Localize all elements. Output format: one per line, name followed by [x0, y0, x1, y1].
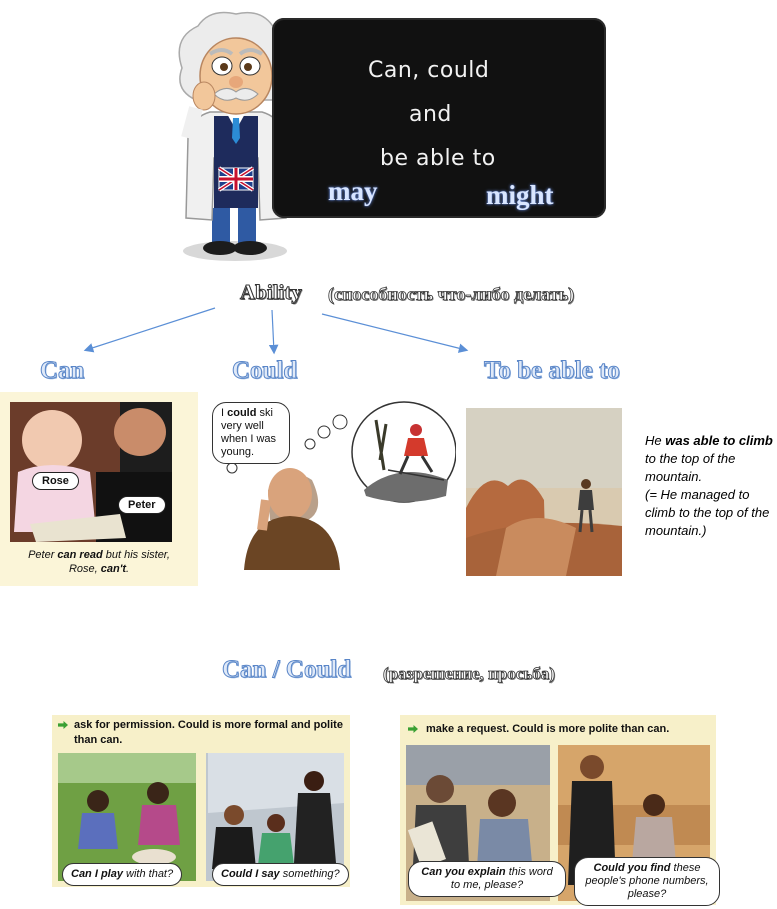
- heading-can: Can: [40, 357, 85, 384]
- could-illustration: [208, 400, 456, 570]
- branch-arrows: [0, 300, 777, 360]
- label-rose: Rose: [32, 472, 79, 490]
- board-line-and: and: [409, 102, 452, 127]
- heading-to-be-able-to: To be able to: [484, 357, 620, 384]
- ability-translation: (способность что-либо делать): [328, 284, 575, 304]
- arrow-to-be-able: [322, 314, 466, 350]
- mountain-climber-photo: [466, 408, 622, 576]
- permission-translation: (разрешение, просьба): [383, 664, 555, 683]
- heading-could: Could: [232, 357, 298, 384]
- blackboard: [272, 18, 606, 218]
- board-line-be-able-to: be able to: [380, 146, 496, 171]
- green-arrow-icon: [58, 721, 68, 729]
- permission-bubble-can: Can I play with that?: [62, 863, 182, 886]
- board-word-may: may: [328, 176, 378, 206]
- label-peter: Peter: [118, 496, 166, 514]
- can-illustration: [0, 392, 198, 586]
- request-bubble-could: Could you find these people's phone numbers, please?: [574, 857, 720, 906]
- board-line-can-could: Can, could: [368, 58, 490, 83]
- green-arrow-icon: [408, 725, 418, 733]
- ability-heading: Ability: [240, 280, 302, 304]
- permission-panel-heading: ask for permission. Could is more formal and polite than can.: [74, 719, 343, 746]
- can-caption: Peter can read but his sister, Rose, can't.: [28, 549, 170, 575]
- baby-reading-photo: [0, 392, 198, 542]
- arrow-to-could: [272, 310, 274, 352]
- permission-panel: [52, 715, 350, 887]
- could-thought-bubble: I could ski very well when I was young.: [212, 402, 290, 464]
- request-bubble-can: Can you explain this word to me, please?: [408, 861, 566, 897]
- request-panel-heading: make a request. Could is more polite than can.: [426, 723, 670, 735]
- board-word-might: might: [486, 180, 554, 210]
- request-panel: [400, 715, 716, 905]
- permission-bubble-could: Could I say something?: [212, 863, 349, 886]
- arrow-to-can: [86, 308, 215, 350]
- be-able-to-explanation: He was able to climb to the top of the mountain. (= He managed to climb to the top of the mountain.): [645, 433, 773, 538]
- heading-can-could-permission: Can / Could: [222, 656, 352, 683]
